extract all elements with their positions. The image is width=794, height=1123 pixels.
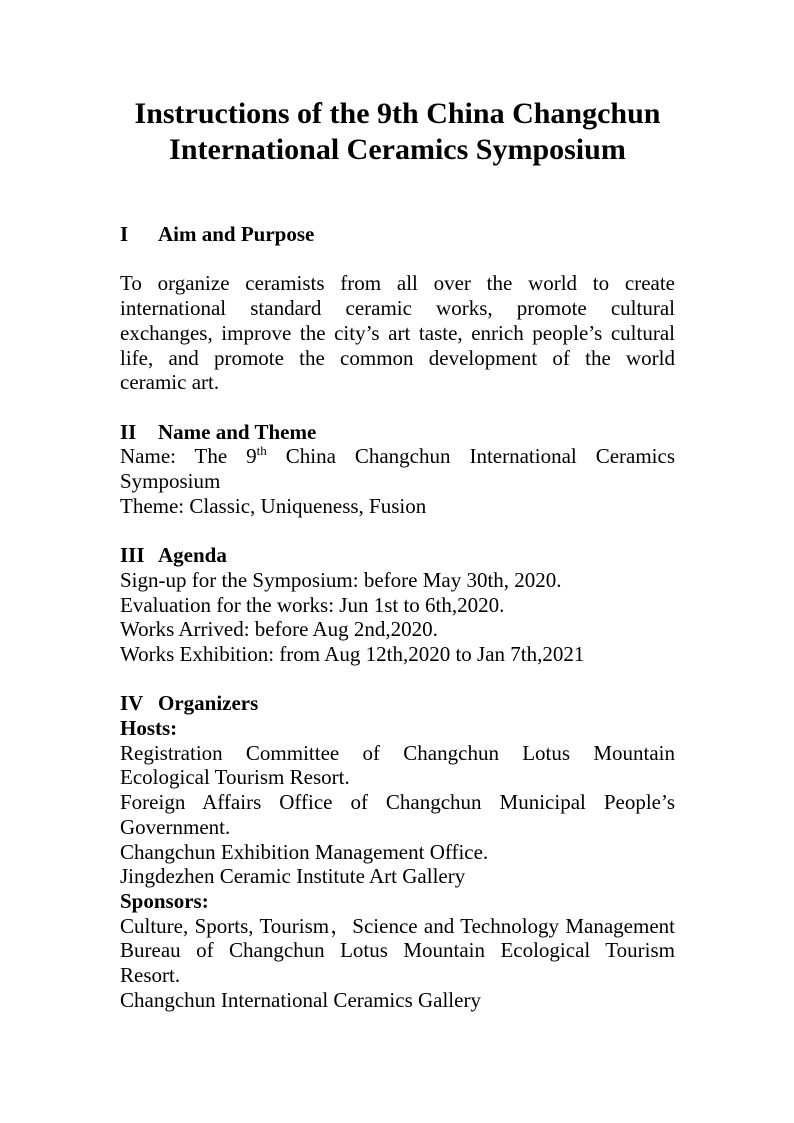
section-numeral: III: [120, 543, 145, 568]
sponsor-line: Culture, Sports, Tourism，Science and Technology Management: [120, 913, 675, 938]
ordinal-superscript: th: [256, 443, 267, 459]
section-aim-and-purpose: [120, 222, 675, 395]
sponsor-line: Resort.: [120, 963, 181, 988]
host-line: Government.: [120, 814, 231, 839]
sponsor-line: Bureau of Changchun Lotus Mountain Ecological Tourism: [120, 938, 675, 963]
theme-line: Theme: Classic, Uniqueness, Fusion: [120, 493, 427, 518]
name-line-text: Name: The 9: [120, 444, 257, 469]
host-line: Registration Committee of Changchun Lotus Mountain: [120, 740, 675, 765]
aim-body-line: To organize ceramists from all over the world to create: [120, 271, 675, 296]
spacer: [120, 518, 675, 543]
section-organizers: [120, 667, 675, 1013]
agenda-item: Works Exhibition: from Aug 12th,2020 to Jan 7th,2021: [120, 641, 585, 666]
spacer: [120, 395, 675, 420]
section-heading-label: Aim and Purpose: [158, 222, 315, 246]
host-line: Jingdezhen Ceramic Institute Art Gallery: [120, 864, 466, 889]
aim-body-line: life, and promote the common development of the world: [120, 345, 675, 370]
aim-body-line: exchanges, improve the city’s art taste, enrich people’s cultural: [120, 320, 675, 345]
symposium-name-line: [120, 444, 675, 469]
section-heading-label: Organizers: [158, 691, 259, 716]
section-heading-aim-and-purpose: [120, 222, 675, 247]
host-line: Changchun Exhibition Management Office.: [120, 839, 489, 864]
document-title-line1: Instructions of the 9th China Changchun: [134, 97, 661, 130]
document-title-line2: International Ceramics Symposium: [169, 133, 626, 166]
host-line: Foreign Affairs Office of Changchun Municipal People’s: [120, 790, 675, 815]
section-numeral: I: [120, 222, 129, 246]
symposium-name-wrap-line: Symposium: [120, 469, 221, 493]
agenda-item: Sign-up for the Symposium: before May 30th, 2020.: [120, 567, 562, 592]
name-line-text: China Changchun International Ceramics: [266, 444, 675, 469]
aim-body-line: international standard ceramic works, promote cultural: [120, 296, 675, 321]
section-heading-label: Name and Theme: [158, 419, 317, 444]
sponsor-line: Changchun International Ceramics Gallery: [120, 987, 481, 1012]
host-line: Ecological Tourism Resort.: [120, 765, 350, 790]
section-heading-agenda: [120, 543, 675, 568]
hosts-label: Hosts:: [120, 716, 178, 740]
aim-body-line: ceramic art.: [120, 370, 220, 395]
section-agenda: [120, 518, 675, 666]
sponsors-label: Sponsors:: [120, 888, 209, 913]
section-name-and-theme: [120, 395, 675, 519]
document-title: [120, 96, 675, 168]
agenda-item: Evaluation for the works: Jun 1st to 6th,2020.: [120, 592, 505, 617]
section-numeral: II: [120, 419, 137, 444]
spacer: [120, 247, 675, 272]
section-numeral: IV: [120, 691, 144, 716]
spacer: [120, 667, 675, 692]
section-heading-label: Agenda: [158, 543, 227, 568]
section-heading-name-and-theme: [120, 420, 675, 445]
section-heading-organizers: [120, 691, 675, 716]
agenda-item: Works Arrived: before Aug 2nd,2020.: [120, 617, 438, 642]
